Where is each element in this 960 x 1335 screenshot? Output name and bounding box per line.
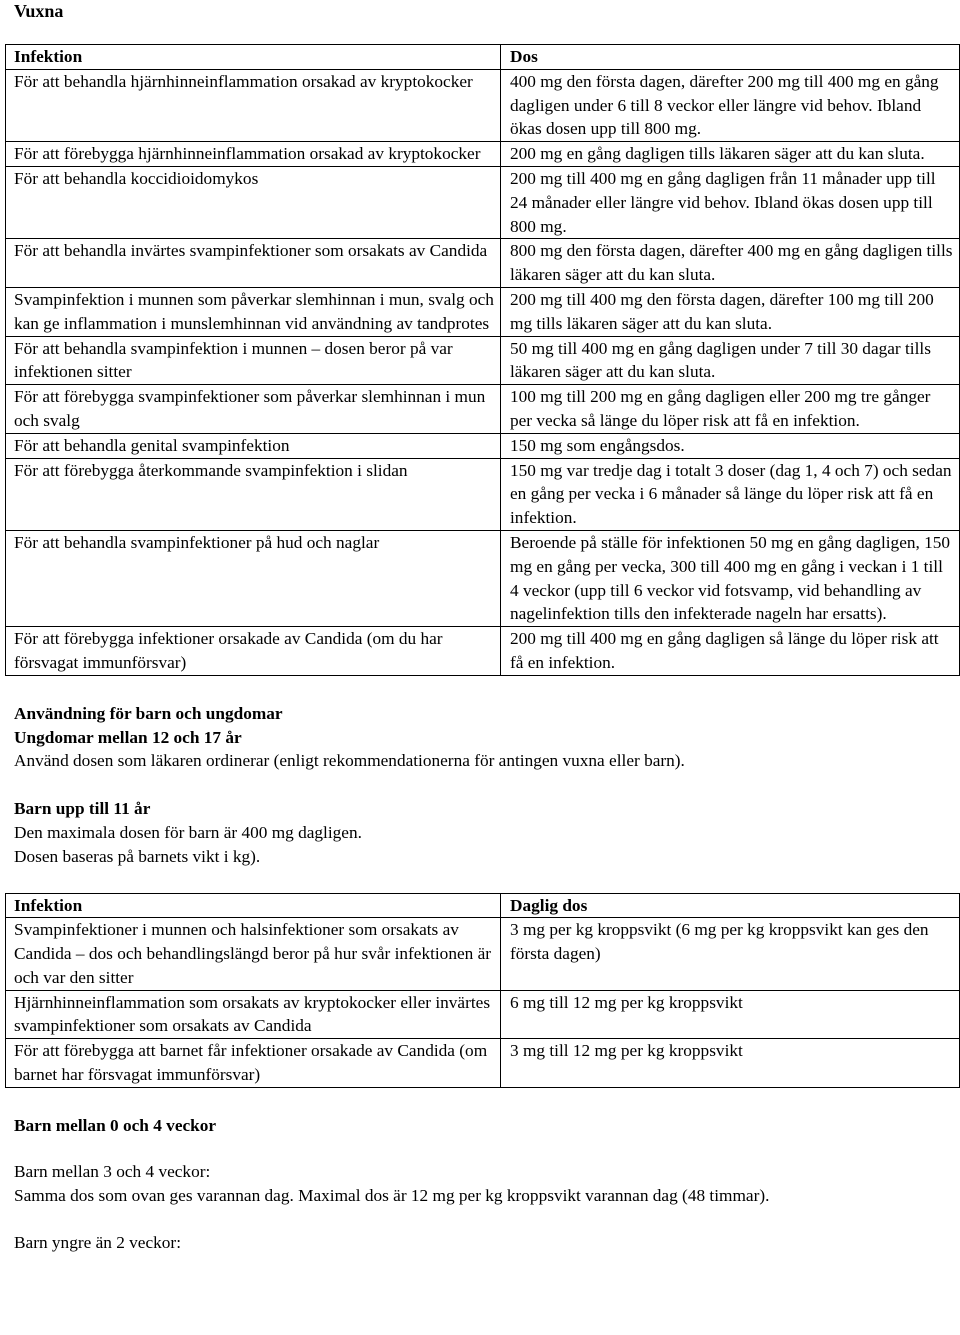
children-section <box>14 702 960 869</box>
infection-cell: Svampinfektion i munnen som påverkar slemhinnan i mun, svalg och kan ge inflammation i munslemhinnan vid användning av tandprotes <box>6 287 501 336</box>
dose-cell: 3 mg till 12 mg per kg kroppsvikt <box>501 1039 960 1088</box>
infection-cell: För att behandla genital svampinfektion <box>6 433 501 458</box>
dose-cell: 200 mg till 400 mg den första dagen, därefter 100 mg till 200 mg tills läkaren säger att du kan sluta. <box>501 287 960 336</box>
table-row <box>6 990 960 1039</box>
kids-text-2: Dosen baseras på barnets vikt i kg). <box>14 846 261 866</box>
newborn-sub2-title: Barn yngre än 2 veckor: <box>14 1233 181 1253</box>
table-row <box>6 627 960 676</box>
infection-cell: För att behandla svampinfektion i munnen – dosen beror på var infektionen sitter <box>6 336 501 385</box>
table-row <box>6 336 960 385</box>
adult-dose-table <box>5 44 960 676</box>
column-header-infection: Infektion <box>6 893 501 918</box>
infection-cell: Hjärnhinneinflammation som orsakats av kryptokocker eller invärtes svampinfektioner som orsakats av Candida <box>6 990 501 1039</box>
infection-cell: För att behandla hjärnhinneinflammation orsakad av kryptokocker <box>6 69 501 141</box>
child-dose-table <box>5 893 960 1089</box>
infection-cell: För att förebygga att barnet får infektioner orsakade av Candida (om barnet har försvagat immunförsvar) <box>6 1039 501 1088</box>
dose-cell: 800 mg den första dagen, därefter 400 mg en gång dagligen tills läkaren säger att du kan sluta. <box>501 239 960 288</box>
column-header-dose: Dos <box>501 45 960 70</box>
table-row <box>6 385 960 434</box>
infection-cell: För att förebygga återkommande svampinfektion i slidan <box>6 458 501 530</box>
dose-cell: 400 mg den första dagen, därefter 200 mg till 400 mg en gång dagligen under 6 till 8 veckor eller längre vid behov. Ibland ökas dosen upp till 800 mg. <box>501 69 960 141</box>
infection-cell: Svampinfektioner i munnen och halsinfektioner som orsakats av Candida – dos och behandlingslängd beror på hur svår infektionen är och var den sitter <box>6 918 501 990</box>
table-row <box>6 287 960 336</box>
kids-text-1: Den maximala dosen för barn är 400 mg dagligen. <box>14 822 362 842</box>
dose-cell: 200 mg till 400 mg en gång dagligen från 11 månader upp till 24 månader eller längre vid behov. Ibland ökas dosen upp till 800 mg. <box>501 166 960 238</box>
newborn-section <box>14 1114 960 1255</box>
dose-cell: 150 mg var tredje dag i totalt 3 doser (dag 1, 4 och 7) och sedan en gång per vecka i 6 månader så länge du löper risk att få en infektion. <box>501 458 960 530</box>
table-row <box>6 458 960 530</box>
table-row <box>6 166 960 238</box>
column-header-infection: Infektion <box>6 45 501 70</box>
dose-cell: 200 mg till 400 mg en gång dagligen så länge du löper risk att få en infektion. <box>501 627 960 676</box>
newborn-sub1-text: Samma dos som ovan ges varannan dag. Maximal dos är 12 mg per kg kroppsvikt varannan dag (48 timmar). <box>14 1185 770 1205</box>
dose-cell: 3 mg per kg kroppsvikt (6 mg per kg kroppsvikt kan ges den första dagen) <box>501 918 960 990</box>
dose-cell: 100 mg till 200 mg en gång dagligen eller 200 mg tre gånger per vecka så länge du löper risk att få en infektion. <box>501 385 960 434</box>
dose-cell: 50 mg till 400 mg en gång dagligen under 7 till 30 dagar tills läkaren säger att du kan sluta. <box>501 336 960 385</box>
infection-cell: För att förebygga infektioner orsakade av Candida (om du har försvagat immunförsvar) <box>6 627 501 676</box>
dose-cell: 200 mg en gång dagligen tills läkaren säger att du kan sluta. <box>501 142 960 167</box>
dose-cell: 150 mg som engångsdos. <box>501 433 960 458</box>
newborn-sub1-title: Barn mellan 3 och 4 veckor: <box>14 1161 211 1181</box>
table-row <box>6 1039 960 1088</box>
table-row <box>6 530 960 626</box>
table-row <box>6 433 960 458</box>
table-row <box>6 69 960 141</box>
kids-title: Barn upp till 11 år <box>14 799 151 819</box>
dose-cell: 6 mg till 12 mg per kg kroppsvikt <box>501 990 960 1039</box>
teens-text: Använd dosen som läkaren ordinerar (enligt rekommendationerna för antingen vuxna eller barn). <box>14 751 685 771</box>
table-row <box>6 918 960 990</box>
newborn-section-title: Barn mellan 0 och 4 veckor <box>14 1116 217 1136</box>
children-section-title: Användning för barn och ungdomar <box>14 703 283 723</box>
table-header-row <box>6 45 960 70</box>
infection-cell: För att behandla invärtes svampinfektioner som orsakats av Candida <box>6 239 501 288</box>
infection-cell: För att behandla koccidioidomykos <box>6 166 501 238</box>
dose-cell: Beroende på ställe för infektionen 50 mg en gång dagligen, 150 mg en gång per vecka, 300 till 400 mg en gång i veckan i 1 till 4 veckor (upp till 6 veckor vid fotsvamp, vid behandling av nagelinfektion tills den infekterade nageln har ersatts). <box>501 530 960 626</box>
infection-cell: För att behandla svampinfektioner på hud och naglar <box>6 530 501 626</box>
teens-title: Ungdomar mellan 12 och 17 år <box>14 727 242 747</box>
table-row <box>6 239 960 288</box>
table-row <box>6 142 960 167</box>
table-header-row <box>6 893 960 918</box>
heading-adults: Vuxna <box>14 1 64 21</box>
infection-cell: För att förebygga svampinfektioner som påverkar slemhinnan i mun och svalg <box>6 385 501 434</box>
column-header-daily-dose: Daglig dos <box>501 893 960 918</box>
infection-cell: För att förebygga hjärnhinneinflammation orsakad av kryptokocker <box>6 142 501 167</box>
